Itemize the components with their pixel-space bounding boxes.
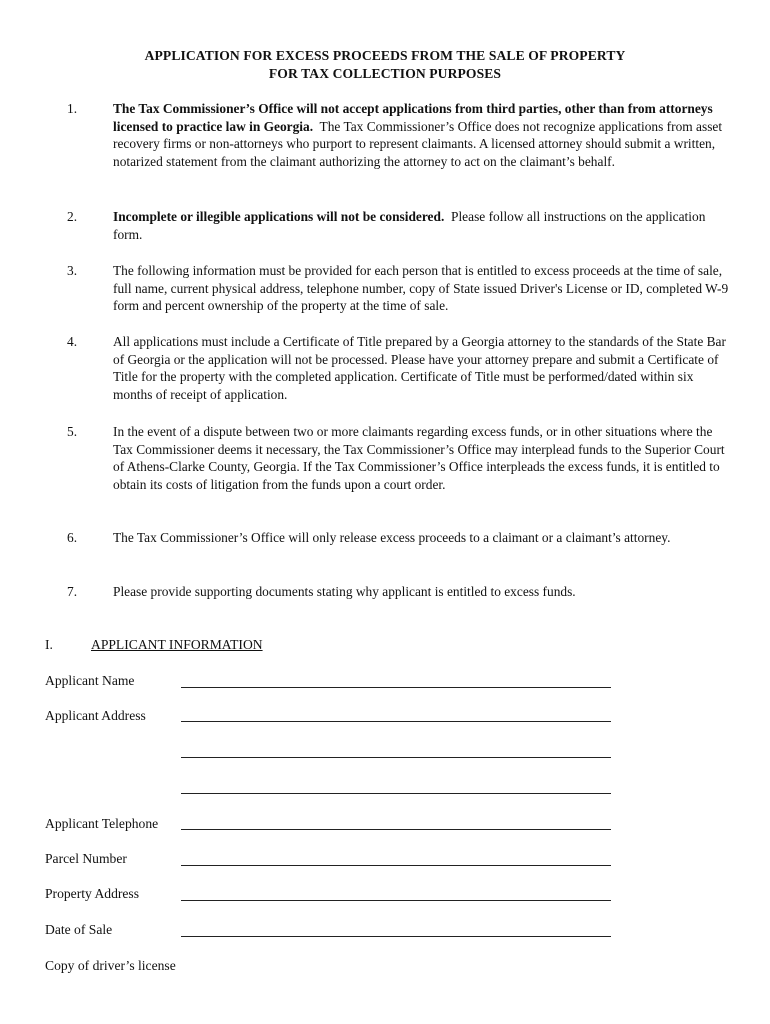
- property-address-field[interactable]: [181, 900, 611, 901]
- title-line-1: APPLICATION FOR EXCESS PROCEEDS FROM THE SALE OF PROPERTY: [144, 48, 626, 63]
- applicant-telephone-label: Applicant Telephone: [45, 816, 159, 831]
- title-line-2: FOR TAX COLLECTION PURPOSES: [268, 66, 502, 81]
- parcel-number-label: Parcel Number: [45, 851, 127, 866]
- property-address-label: Property Address: [45, 886, 140, 901]
- applicant-name-label: Applicant Name: [45, 673, 135, 688]
- applicant-address-field-line-1[interactable]: [181, 721, 611, 722]
- instruction-body-text: The Tax Commissioner’s Office will only release excess proceeds to a claimant or a claimant’s attorney.: [113, 530, 671, 545]
- instruction-number: 6.: [67, 530, 78, 545]
- instruction-body-text: Please follow all instructions on the application form.: [113, 209, 706, 242]
- drivers-license-copy-label: Copy of driver’s license: [45, 958, 176, 973]
- instruction-body-text: The following information must be provided for each person that is entitled to excess proceeds at the time of sale, full name, current physical address, telephone number, copy of State issued Driver's License or ID, completed W-9 form and percent ownership of the property at the time of sale.: [113, 263, 729, 314]
- applicant-name-field[interactable]: [181, 687, 611, 688]
- instruction-bold-text: The Tax Commissioner’s Office will not accept applications from third parties, other than from attorneys licensed to practice law in Georgia.: [113, 101, 713, 134]
- instruction-body-text: The Tax Commissioner’s Office does not recognize applications from asset recovery firms or non-attorneys who purport to represent claimants. A licensed attorney should submit a written, notarized statement from the claimant authorizing the attorney to act on the claimant’s behalf.: [113, 118, 723, 170]
- date-of-sale-label: Date of Sale: [45, 922, 113, 937]
- instruction-text: [113, 208, 729, 243]
- instruction-body-text: In the event of a dispute between two or more claimants regarding excess funds, or in other situations where the Tax Commissioner deems it necessary, the Tax Commissioner’s Office may interplead funds to the Superior Court of Athens-Clarke County, Georgia. If the Tax Commissioner’s Office interpleads the excess funds, it is entitled to obtain its costs of litigation from the funds upon a court order.: [113, 424, 725, 493]
- applicant-telephone-field[interactable]: [181, 829, 611, 830]
- instruction-bold-text: Incomplete or illegible applications will not be considered.: [113, 209, 445, 224]
- section-number: I.: [45, 637, 53, 652]
- parcel-number-field[interactable]: [181, 865, 611, 866]
- instruction-number: 1.: [67, 101, 78, 116]
- applicant-address-field-line-2[interactable]: [181, 757, 611, 758]
- instruction-number: 2.: [67, 209, 78, 224]
- date-of-sale-field[interactable]: [181, 936, 611, 937]
- instruction-number: 4.: [67, 334, 78, 349]
- instruction-number: 5.: [67, 424, 78, 439]
- instruction-text: [113, 100, 729, 171]
- instruction-body-text: All applications must include a Certificate of Title prepared by a Georgia attorney to the standards of the State Bar of Georgia or the application will not be processed. Please have your attorney prepare and submit a Certificate of Title for the property with the completed application. Certificate of Title must be performed/dated within six months of receipt of application.: [113, 334, 726, 403]
- instruction-body-text: Please provide supporting documents stating why applicant is entitled to excess funds.: [113, 584, 576, 599]
- section-title: APPLICANT INFORMATION: [91, 637, 263, 652]
- applicant-address-label: Applicant Address: [45, 708, 146, 723]
- instruction-number: 7.: [67, 584, 78, 599]
- instruction-number: 3.: [67, 263, 78, 278]
- applicant-address-field-line-3[interactable]: [181, 793, 611, 794]
